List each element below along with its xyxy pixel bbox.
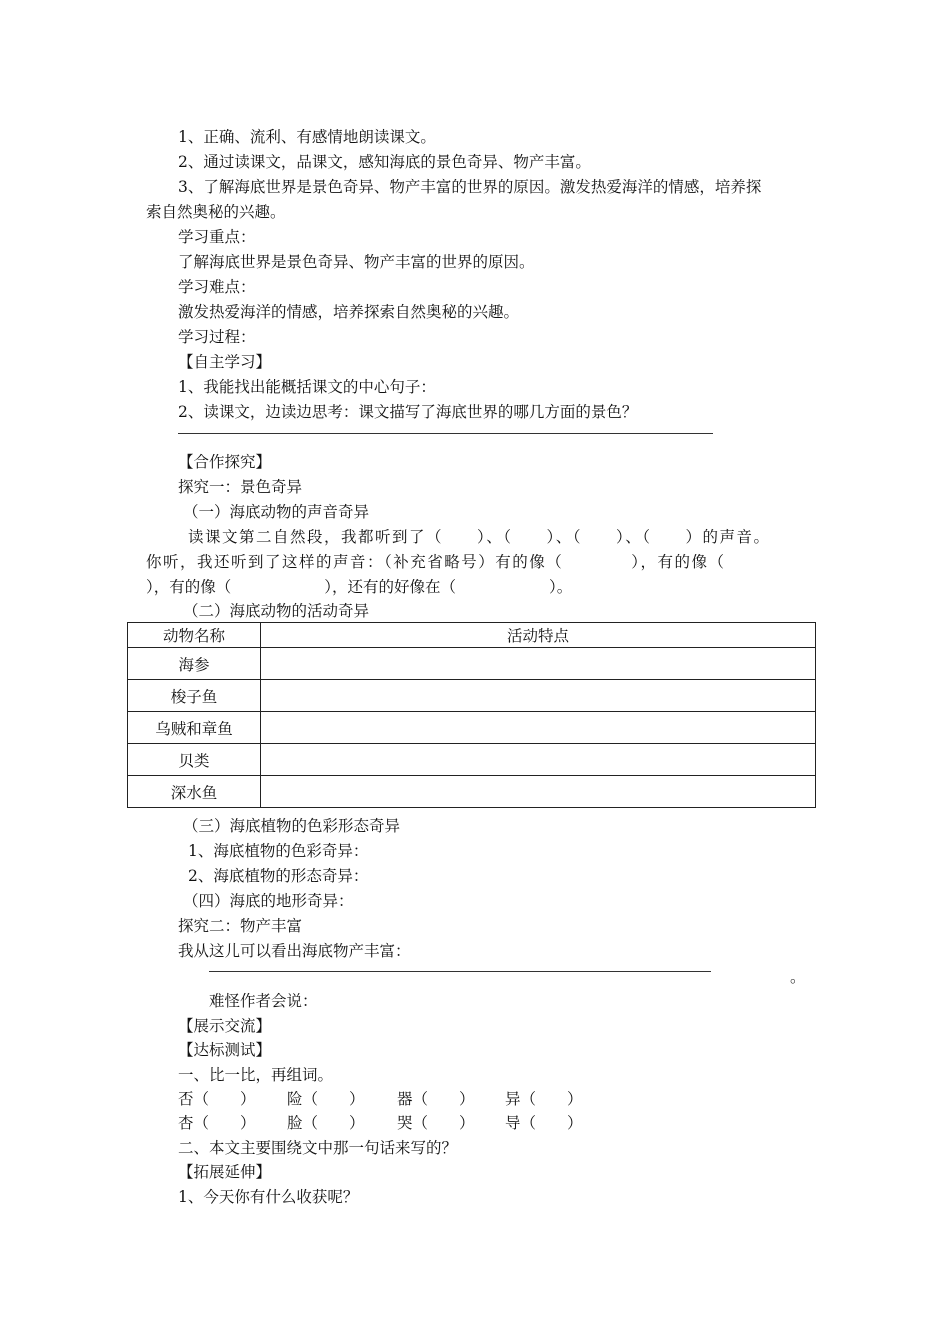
table-header-row: [128, 623, 816, 648]
header-animal-name: 动物名称: [128, 623, 261, 648]
key-point-label: 学习重点：: [178, 228, 256, 246]
objective-3-cont: 索自然奥秘的兴趣。: [146, 203, 286, 221]
activity-cell[interactable]: [261, 648, 816, 680]
resources-answer-line: [209, 971, 711, 972]
compare-item: 脸（ ）: [287, 1114, 365, 1132]
table-row: [128, 712, 816, 744]
test-q2: 二、本文主要围绕文中那一句话来写的？: [178, 1139, 458, 1157]
header-activity: 活动特点: [261, 623, 816, 648]
process-label: 学习过程：: [178, 328, 256, 346]
answer-line: [178, 433, 713, 434]
sound-title: （一）海底动物的声音奇异: [183, 503, 370, 521]
extension-heading: 【拓展延伸】: [178, 1163, 272, 1181]
objective-1: 1、正确、流利、有感情地朗读课文。: [178, 128, 436, 146]
table-row: [128, 776, 816, 808]
animal-activity-table: [127, 622, 816, 808]
activity-cell[interactable]: [261, 744, 816, 776]
self-study-q2: 2、读课文，边读边思考：课文描写了海底世界的哪几方面的景色？: [178, 403, 638, 421]
difficulty: 激发热爱海洋的情感，培养探索自然奥秘的兴趣。: [178, 303, 520, 321]
activity-title: （二）海底动物的活动奇异: [183, 602, 370, 620]
compare-item: 异（ ）: [505, 1090, 583, 1108]
animal-name: 海参: [128, 648, 261, 680]
inquiry-2: 探究二：物产丰富: [178, 917, 303, 935]
compare-item: 否（ ）: [178, 1090, 256, 1108]
author-says: 难怪作者会说：: [209, 992, 318, 1010]
resources-prompt: 我从这儿可以看出海底物产丰富：: [178, 942, 411, 960]
test-heading: 【达标测试】: [178, 1041, 272, 1059]
sound-line-3: ），有的像（ ），还有的好像在（ ）。: [146, 578, 573, 596]
plant-q1: 1、海底植物的色彩奇异：: [188, 842, 369, 860]
animal-name: 梭子鱼: [128, 680, 261, 712]
key-point: 了解海底世界是景色奇异、物产丰富的世界的原因。: [178, 253, 535, 271]
cooperation-heading: 【合作探究】: [178, 453, 272, 471]
activity-cell[interactable]: [261, 776, 816, 808]
table-row: [128, 744, 816, 776]
sound-line-2: 你听，我还听到了这样的声音：（补充省略号）有的像（ ），有的像（: [146, 553, 726, 571]
plant-q2: 2、海底植物的形态奇异：: [188, 867, 369, 885]
exchange-heading: 【展示交流】: [178, 1017, 272, 1035]
resources-period: 。: [790, 968, 806, 986]
compare-item: 器（ ）: [397, 1090, 475, 1108]
compare-item: 杏（ ）: [178, 1114, 256, 1132]
compare-item: 导（ ）: [505, 1114, 583, 1132]
self-study-q1: 1、我能找出能概括课文的中心句子：: [178, 378, 436, 396]
test-q1: 一、比一比，再组词。: [178, 1066, 334, 1084]
difficulty-label: 学习难点：: [178, 278, 256, 296]
objective-2: 2、通过读课文，品课文，感知海底的景色奇异、物产丰富。: [178, 153, 591, 171]
extension-q1: 1、今天你有什么收获呢？: [178, 1188, 359, 1206]
terrain-title: （四）海底的地形奇异：: [183, 892, 354, 910]
animal-name: 乌贼和章鱼: [128, 712, 261, 744]
sound-line-1: 读课文第二自然段，我都听到了（ ）、（ ）、（ ）、（ ）的声音。: [188, 528, 771, 546]
animal-name: 贝类: [128, 744, 261, 776]
table-row: [128, 648, 816, 680]
animal-name: 深水鱼: [128, 776, 261, 808]
activity-cell[interactable]: [261, 680, 816, 712]
plant-title: （三）海底植物的色彩形态奇异: [183, 817, 401, 835]
inquiry-1: 探究一：景色奇异: [178, 478, 303, 496]
compare-item: 哭（ ）: [397, 1114, 475, 1132]
objective-3: 3、了解海底世界是景色奇异、物产丰富的世界的原因。激发热爱海洋的情感，培养探: [178, 178, 762, 196]
table-row: [128, 680, 816, 712]
self-study-heading: 【自主学习】: [178, 353, 272, 371]
compare-item: 险（ ）: [287, 1090, 365, 1108]
activity-cell[interactable]: [261, 712, 816, 744]
